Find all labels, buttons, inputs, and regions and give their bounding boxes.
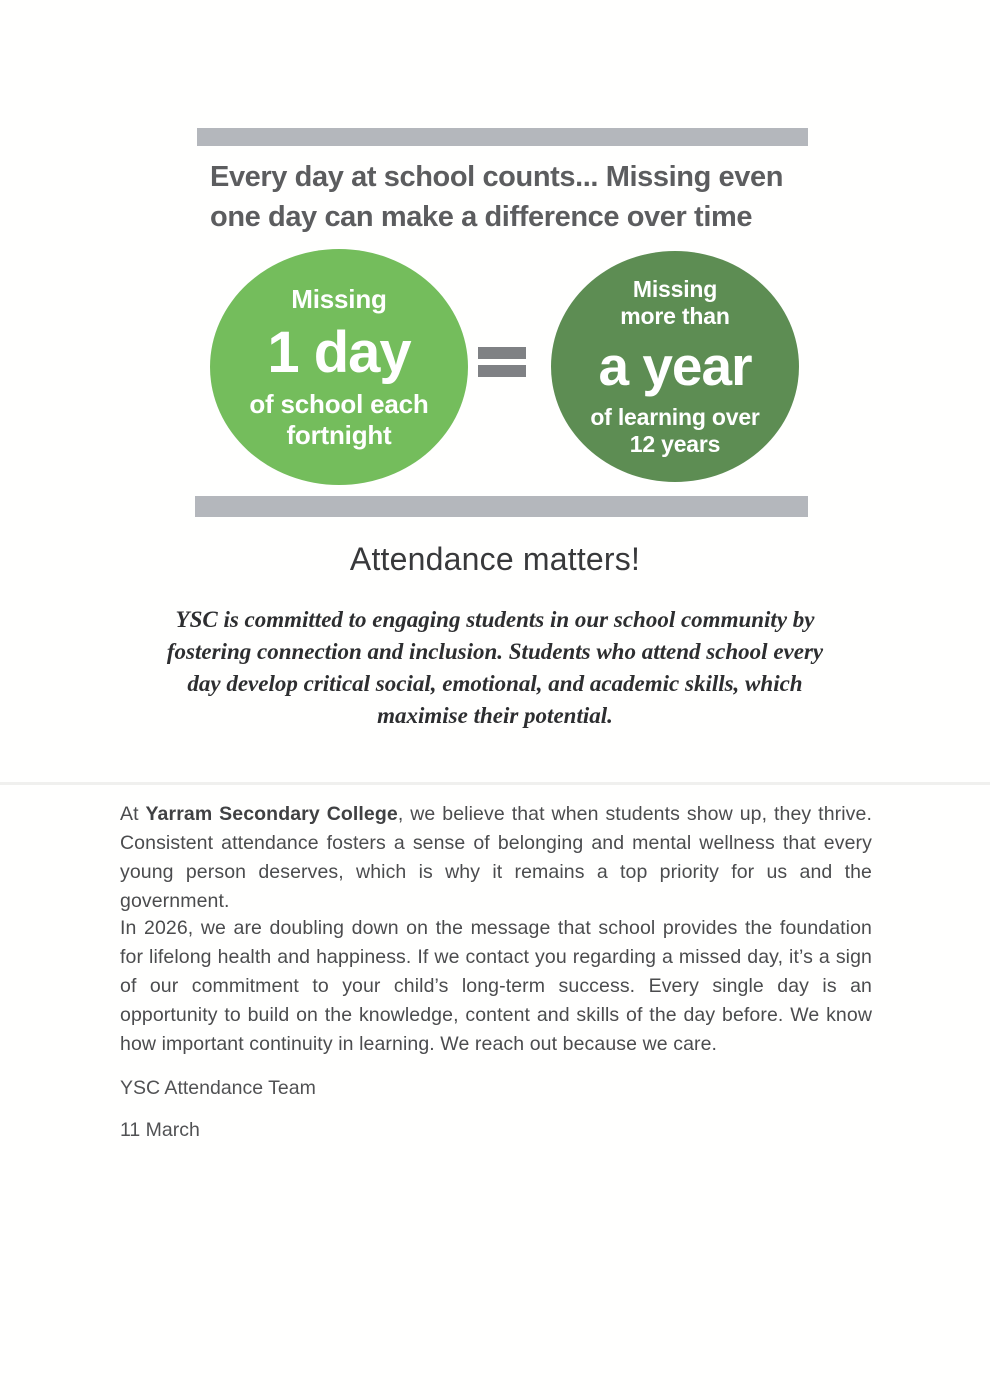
infographic-headline (210, 157, 810, 237)
date-line: 11 March (120, 1119, 200, 1141)
one-day-circle-caption-1: of school each (249, 388, 429, 419)
one-day-circle-top-label: Missing (291, 283, 387, 314)
paragraph-1 (120, 800, 872, 916)
mission-line-2: fostering connection and inclusion. Students who attend school every (166, 639, 824, 664)
bottom-divider-bar (195, 496, 808, 517)
one-year-circle-top-label-1: Missing (632, 275, 718, 302)
paragraph-1-prefix: At (120, 802, 146, 825)
mission-line-1: YSC is committed to engaging students in our school community by (175, 607, 815, 632)
one-day-circle-caption-2: fortnight (286, 419, 392, 450)
one-day-circle (210, 249, 468, 485)
one-year-circle-value: a year (598, 334, 752, 397)
mission-statement (115, 604, 875, 732)
school-name: Yarram Secondary College (145, 802, 398, 825)
one-day-circle-value: 1 day (267, 319, 411, 385)
one-year-circle (551, 251, 799, 482)
page-title: Attendance matters! (349, 541, 641, 577)
paragraph-1-rest: , we believe that when students show up, they thrive. Consistent attendance fosters a sense of belonging and mental wellness that every young person deserves, which is why it remains a top priority for us and the government. (120, 802, 872, 912)
scan-artifact-line (0, 782, 990, 785)
one-year-circle-top-label-2: more than (620, 302, 730, 329)
paragraph-2: In 2026, we are doubling down on the message that school provides the foundation for lifelong health and happiness. If we contact you regarding a missed day, it’s a sign of our commitment to your child’s long-term success. Every single day is an opportunity to build on the knowledge, content and skills of the day before. We know how important continuity in learning. We reach out because we care. (120, 916, 872, 1055)
equals-icon (478, 347, 526, 377)
one-year-circle-caption-1: of learning over (590, 403, 760, 430)
signoff: YSC Attendance Team (120, 1077, 316, 1099)
headline-line-2: one day can make a difference over time (210, 201, 753, 233)
mission-line-4: maximise their potential. (377, 703, 613, 728)
headline-line-1: Every day at school counts... Missing even (210, 161, 784, 193)
equals-bar-bottom (478, 365, 526, 377)
equals-bar-top (478, 347, 526, 359)
top-divider-bar (197, 128, 808, 146)
one-year-circle-caption-2: 12 years (629, 430, 721, 457)
mission-line-3: day develop critical social, emotional, and academic skills, which (187, 671, 803, 696)
